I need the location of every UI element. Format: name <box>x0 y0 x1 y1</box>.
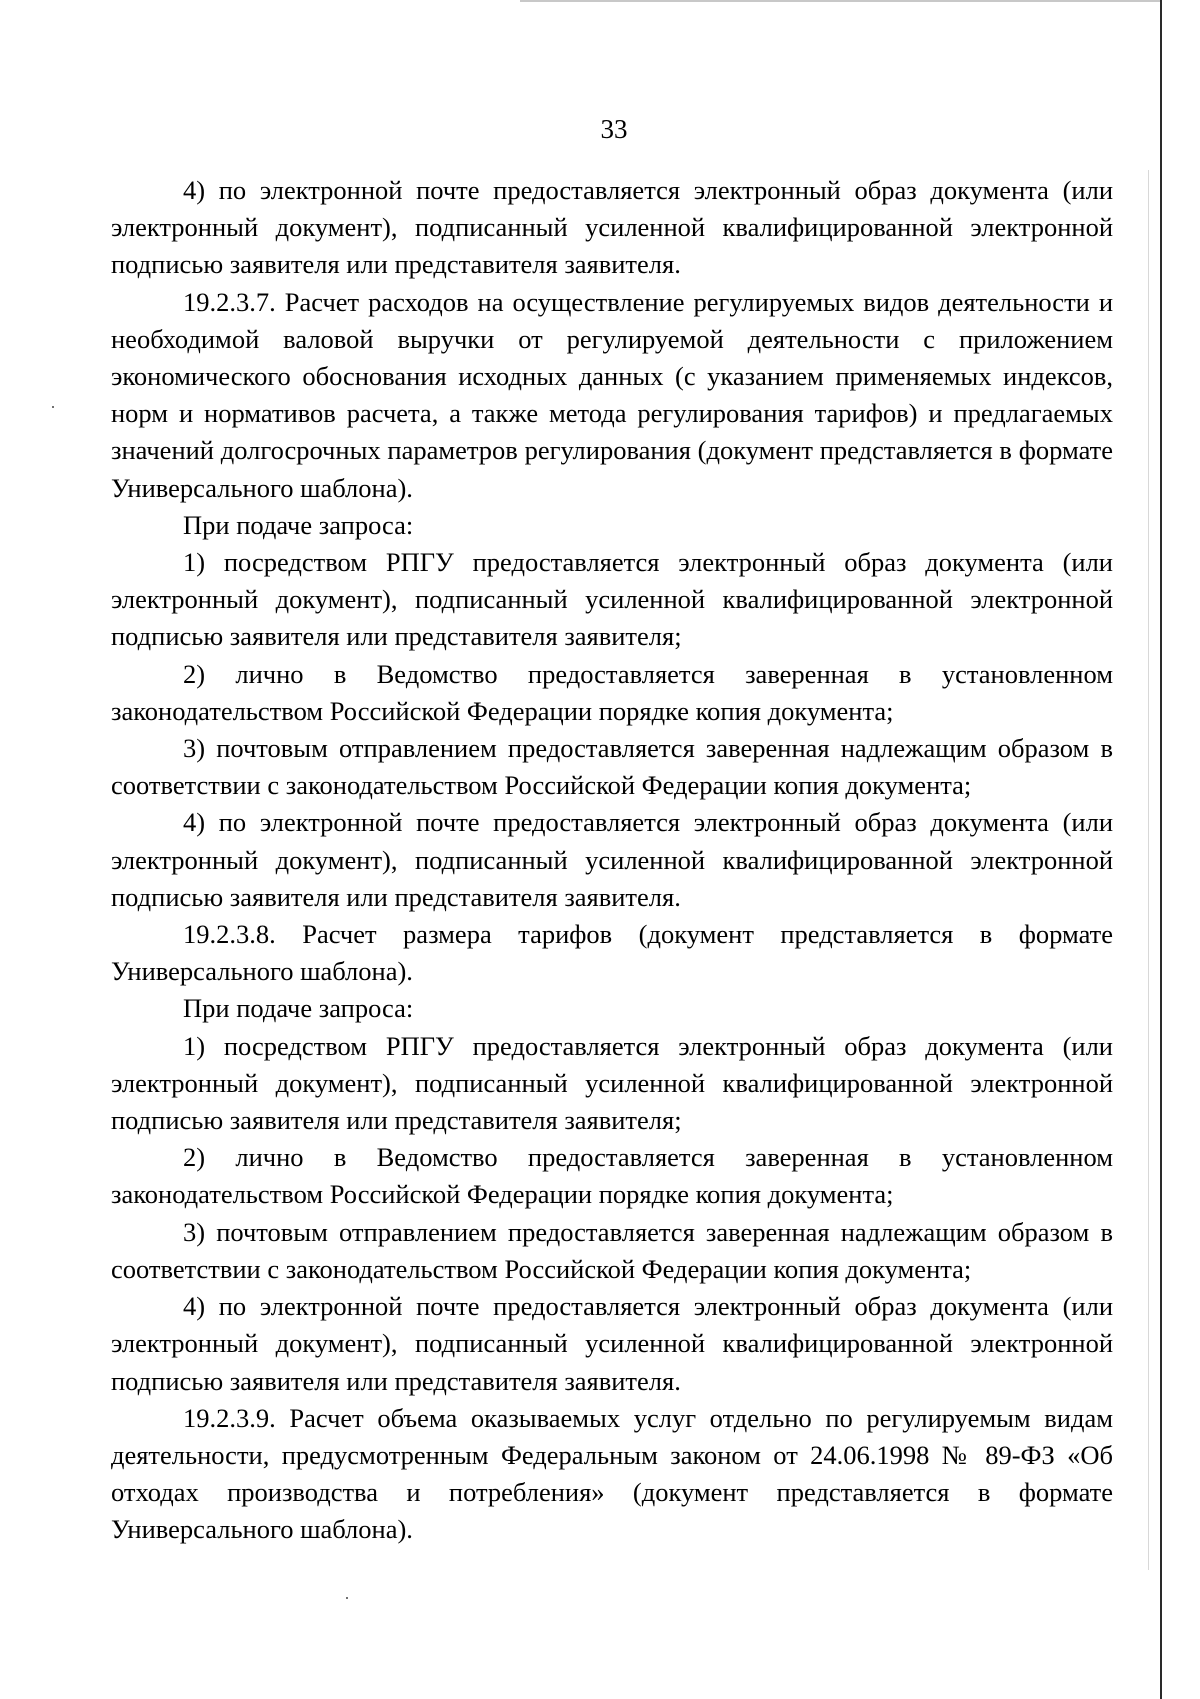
paragraph-19-2-3-9: 19.2.3.9. Расчет объема оказываемых услуг отдельно по регулируемым видам деятельности, предусмотренным Федеральным законом от 24.06.1998 № 89-ФЗ «Об отходах производства и потребления» (документ представляется в формате Универсального шаблона). <box>111 1402 1113 1545</box>
scan-border-right-faint <box>1148 170 1149 1570</box>
scan-border-right <box>1160 0 1162 1699</box>
paragraph-item-1-rpgu: 1) посредством РПГУ предоставляется электронный образ документа (или электронный документ), подписанный усиленной квалифицированной электронной подписью заявителя или представителя заявителя; <box>111 547 1113 652</box>
paragraph-item-2-in-person: 2) лично в Ведомство предоставляется заверенная в установленном законодательством Российской Федерации порядке копия документа; <box>111 1142 1113 1210</box>
paragraph-request-heading: При подаче запроса: <box>183 509 414 540</box>
paragraph-request-heading: При подаче запроса: <box>183 993 414 1024</box>
paragraph-item-4-email: 4) по электронной почте предоставляется электронный образ документа (или электронный документ), подписанный усиленной квалифицированной электронной подписью заявителя или представителя заявителя. <box>111 175 1113 280</box>
paragraph-19-2-3-8: 19.2.3.8. Расчет размера тарифов (документ представляется в формате Универсального шаблона). <box>111 919 1113 987</box>
scan-speck <box>52 406 54 408</box>
paragraph-item-1-rpgu: 1) посредством РПГУ предоставляется электронный образ документа (или электронный документ), подписанный усиленной квалифицированной электронной подписью заявителя или представителя заявителя; <box>111 1030 1113 1136</box>
scan-speck <box>346 1597 348 1599</box>
paragraph-item-3-mail: 3) почтовым отправлением предоставляется заверенная надлежащим образом в соответствии с законодательством Российской Федерации копия документа; <box>111 733 1113 801</box>
document-body <box>111 172 1113 1549</box>
paragraph-item-2-in-person: 2) лично в Ведомство предоставляется заверенная в установленном законодательством Российской Федерации порядке копия документа; <box>111 658 1113 726</box>
paragraph-item-4-email: 4) по электронной почте предоставляется электронный образ документа (или электронный документ), подписанный усиленной квалифицированной электронной подписью заявителя или представителя заявителя. <box>111 807 1113 912</box>
paragraph-item-3-mail: 3) почтовым отправлением предоставляется заверенная надлежащим образом в соответствии с законодательством Российской Федерации копия документа; <box>111 1216 1113 1284</box>
paragraph-item-4-email: 4) по электронной почте предоставляется электронный образ документа (или электронный документ), подписанный усиленной квалифицированной электронной подписью заявителя или представителя заявителя. <box>111 1291 1113 1396</box>
page-number: 33 <box>600 114 628 144</box>
scan-border-top <box>520 0 1160 2</box>
paragraph-19-2-3-7: 19.2.3.7. Расчет расходов на осуществление регулируемых видов деятельности и необходимой валовой выручки от регулируемой деятельности с приложением экономического обоснования исходных данных (с указанием применяемых индексов, норм и нормативов расчета, а также метода регулирования тарифов) и предлагаемых значений долгосрочных параметров регулирования (документ представляется в формате Универсального шаблона). <box>111 286 1113 503</box>
